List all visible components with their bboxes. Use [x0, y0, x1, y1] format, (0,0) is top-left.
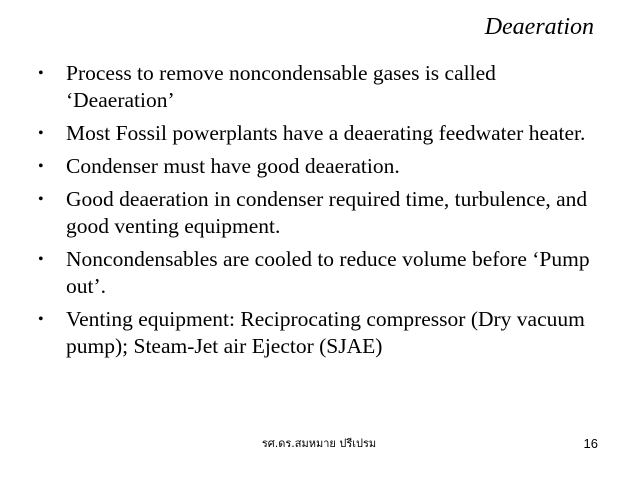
page-number: 16	[583, 436, 598, 451]
bullet-item	[36, 153, 606, 180]
bullet-list	[36, 60, 606, 366]
bullet-item	[36, 246, 606, 300]
bullet-item	[36, 186, 606, 240]
bullet-marker: •	[38, 251, 44, 268]
bullet-item	[36, 306, 606, 360]
bullet-text: Process to remove noncondensable gases is called ‘Deaeration’	[66, 61, 496, 112]
bullet-text: Noncondensables are cooled to reduce volume before ‘Pump out’.	[66, 247, 590, 298]
bullet-text: Good deaeration in condenser required time, turbulence, and good venting equipment.	[66, 187, 588, 238]
footer-author: รศ.ดร.สมหมาย ปรีเปรม	[261, 437, 377, 450]
bullet-text: Venting equipment: Reciprocating compressor (Dry vacuum pump); Steam-Jet air Ejector (SJAE)	[66, 307, 585, 358]
slide-title: Deaeration	[484, 14, 594, 40]
bullet-marker: •	[38, 311, 44, 328]
bullet-text: Most Fossil powerplants have a deaerating feedwater heater.	[66, 121, 586, 145]
bullet-marker: •	[38, 158, 44, 175]
bullet-item	[36, 120, 606, 147]
bullet-text: Condenser must have good deaeration.	[66, 154, 400, 178]
bullet-marker: •	[38, 125, 44, 142]
bullet-marker: •	[38, 65, 44, 82]
bullet-item	[36, 60, 606, 114]
bullet-marker: •	[38, 191, 44, 208]
